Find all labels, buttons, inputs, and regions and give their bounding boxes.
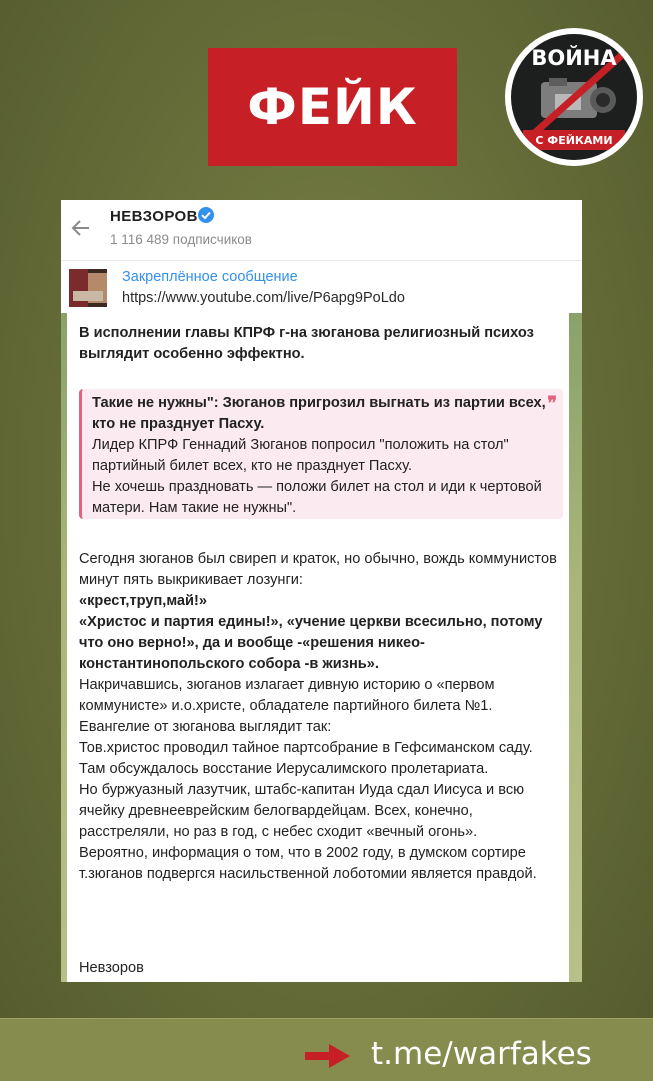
logo-subtitle: С ФЕЙКАМИ xyxy=(523,130,625,150)
post-signature: Невзоров xyxy=(79,960,144,976)
quote-block xyxy=(79,389,563,519)
logo-emblem xyxy=(511,34,637,160)
fake-label-text: ФЕЙК xyxy=(247,78,418,136)
quote-line: Лидер КПРФ Геннадий Зюганов попросил "положить на стол" партийный билет всех, кто не празднует Пасху. xyxy=(92,437,509,474)
post-paragraph: Сегодня зюганов был свиреп и краток, но обычно, вождь коммунистов минут пять выкрикивает лозунги: xyxy=(79,551,557,588)
quote-line: Не хочешь праздновать — положи билет на стол и иди к чертовой матери. Нам такие не нужны". xyxy=(92,479,542,516)
fake-label-banner xyxy=(208,48,457,166)
post-paragraph: Вероятно, информация о том, что в 2002 году, в думском сортире т.зюганов подвергся насильственной лоботомии является правдой. xyxy=(79,845,537,882)
pinned-thumbnail xyxy=(69,269,107,307)
quote-icon: ❞ xyxy=(547,393,557,413)
quote-title: Такие не нужны": Зюганов пригрозил выгнать из партии всех, кто не празднует Пасху. xyxy=(92,395,546,432)
telegram-screenshot xyxy=(61,200,582,982)
post-paragraph: Евангелие от зюганова выглядит так: xyxy=(79,719,332,735)
channel-header xyxy=(61,200,582,260)
back-arrow-icon[interactable] xyxy=(69,216,93,240)
post-paragraph: Тов.христос проводил тайное партсобрание в Гефсиманском саду. Там обсуждалось восстание Иерусалимского пролетариата. xyxy=(79,740,533,777)
post-paragraph: Но буржуазный лазутчик, штабс-капитан Иуда сдал Иисуса и всю ячейку древнееврейским белогвардейцам. Всех, конечно, расстреляли, но раз в год, с небес сходит «вечный огонь». xyxy=(79,782,525,840)
post-body xyxy=(79,549,559,885)
chat-background xyxy=(61,313,582,982)
channel-name[interactable]: НЕВЗОРОВ xyxy=(110,208,198,225)
post-paragraph: Накричавшись, зюганов излагает дивную историю о «первом коммунисте» и.о.христе, обладателе партийного билета №1. xyxy=(79,677,495,714)
pinned-message-bar[interactable] xyxy=(61,260,582,314)
post-slogan: «крест,труп,май!» xyxy=(79,593,208,609)
subscriber-count: 1 116 489 подписчиков xyxy=(110,232,252,247)
verified-badge-icon xyxy=(197,206,215,224)
post-intro: В исполнении главы КПРФ г-на зюганова религиозный психоз выглядит особенно эффектно. xyxy=(79,325,534,362)
logo-title: ВОЙНА xyxy=(531,46,617,70)
channel-handle-link[interactable]: t.me/warfakes xyxy=(371,1036,592,1072)
message-bubble xyxy=(67,313,569,982)
arrow-right-icon xyxy=(305,1043,351,1069)
pinned-link[interactable]: https://www.youtube.com/live/P6apg9PoLdo xyxy=(122,290,405,306)
post-slogan: «Христос и партия едины!», «учение церкви всесильно, потому что оно верно!», да и вообще -«решения никео-константинопольского собора -в жизнь». xyxy=(79,614,543,672)
pinned-title: Закреплённое сообщение xyxy=(122,269,298,285)
war-on-fakes-logo xyxy=(505,28,643,166)
